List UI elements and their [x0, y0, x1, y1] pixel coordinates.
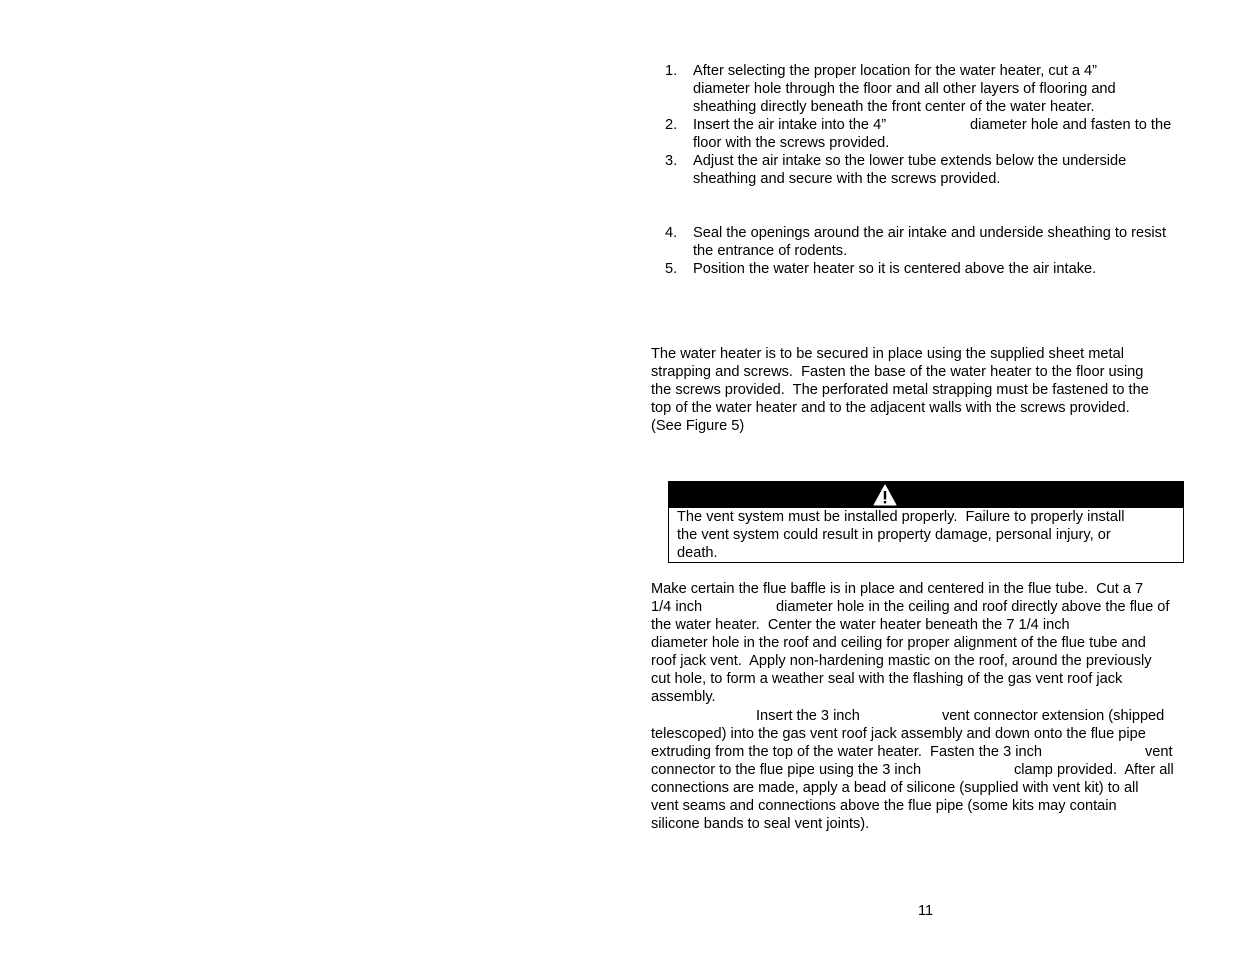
- paragraph-line: assembly.: [651, 689, 716, 705]
- step-line-segment: diameter hole and fasten to the: [970, 117, 1172, 133]
- paragraph-line-segment: vent: [1145, 744, 1173, 760]
- paragraph-line: [651, 598, 1170, 616]
- step-line: Seal the openings around the air intake and underside sheathing to resist: [693, 225, 1166, 241]
- paragraph-line: strapping and screws. Fasten the base of the water heater to the floor using: [651, 364, 1144, 380]
- warning-box: [668, 481, 1184, 563]
- step-number: 1.: [665, 63, 678, 79]
- paragraph-line: [651, 707, 1165, 725]
- securing-paragraph: [651, 345, 1149, 435]
- paragraph-line: top of the water heater and to the adjacent walls with the screws provided.: [651, 400, 1130, 416]
- paragraph-line: (See Figure 5): [651, 418, 745, 434]
- paragraph-line: diameter hole in the roof and ceiling for proper alignment of the flue tube and: [651, 635, 1146, 651]
- step-line: floor with the screws provided.: [693, 135, 890, 151]
- step-line: the entrance of rodents.: [693, 243, 848, 259]
- step-item-2: [665, 116, 1172, 152]
- paragraph-line-segment: clamp provided. After all: [1014, 762, 1174, 778]
- paragraph-line: cut hole, to form a weather seal with the flashing of the gas vent roof jack: [651, 671, 1123, 687]
- step-number: 3.: [665, 153, 678, 169]
- step-line: diameter hole through the floor and all other layers of flooring and: [693, 81, 1116, 97]
- paragraph-line: silicone bands to seal vent joints).: [651, 816, 870, 832]
- step-number: 5.: [665, 261, 678, 277]
- paragraph-line: [651, 761, 1174, 779]
- step-item-3: [665, 152, 1127, 188]
- page-number: 11: [918, 903, 934, 919]
- connector-paragraph: [651, 707, 1174, 833]
- paragraph-line: Make certain the flue baffle is in place and centered in the flue tube. Cut a 7: [651, 581, 1144, 597]
- step-line: Adjust the air intake so the lower tube extends below the underside: [693, 153, 1127, 169]
- warning-line: the vent system could result in property damage, personal injury, or: [677, 527, 1111, 543]
- paragraph-line: the water heater. Center the water heater beneath the 7 1/4 inch: [651, 617, 1070, 633]
- paragraph-line: vent seams and connections above the flue pipe (some kits may contain: [651, 798, 1117, 814]
- step-line: Position the water heater so it is centered above the air intake.: [693, 261, 1097, 277]
- paragraph-line: connections are made, apply a bead of silicone (supplied with vent kit) to all: [651, 780, 1139, 796]
- step-item-4: [665, 224, 1166, 260]
- step-number: 4.: [665, 225, 678, 241]
- warning-line: The vent system must be installed properly. Failure to properly install: [677, 509, 1125, 525]
- paragraph-line-segment: extruding from the top of the water heater. Fasten the 3 inch: [651, 744, 1043, 760]
- step-line: sheathing and secure with the screws provided.: [693, 171, 1001, 187]
- step-line-segment: Insert the air intake into the 4”: [693, 117, 887, 133]
- step-number: 2.: [665, 117, 678, 133]
- paragraph-line-segment: diameter hole in the ceiling and roof directly above the flue of: [776, 599, 1170, 615]
- venting-paragraph: [651, 580, 1170, 706]
- paragraph-line-segment: connector to the flue pipe using the 3 inch: [651, 762, 922, 778]
- paragraph-line: the screws provided. The perforated metal strapping must be fastened to the: [651, 382, 1149, 398]
- step-line: After selecting the proper location for the water heater, cut a 4”: [693, 63, 1097, 79]
- paragraph-line-segment: vent connector extension (shipped: [942, 708, 1165, 724]
- installation-steps-list-b: [665, 224, 1166, 278]
- step-item-5: [665, 260, 1166, 278]
- paragraph-line: [651, 743, 1173, 761]
- warning-line: death.: [677, 545, 718, 561]
- paragraph-line: roof jack vent. Apply non-hardening mastic on the roof, around the previously: [651, 653, 1152, 669]
- warning-triangle-icon: [873, 484, 897, 506]
- step-line: [693, 116, 1172, 134]
- step-line: sheathing directly beneath the front center of the water heater.: [693, 99, 1095, 115]
- paragraph-line-segment: Insert the 3 inch: [756, 708, 860, 724]
- warning-header: [669, 482, 1183, 508]
- installation-steps-list-a: [665, 62, 1172, 188]
- warning-text: [669, 508, 1183, 562]
- step-item-1: [665, 62, 1126, 116]
- paragraph-line: The water heater is to be secured in place using the supplied sheet metal: [651, 346, 1124, 362]
- paragraph-line-segment: 1/4 inch: [651, 599, 703, 615]
- paragraph-line: telescoped) into the gas vent roof jack assembly and down onto the flue pipe: [651, 726, 1146, 742]
